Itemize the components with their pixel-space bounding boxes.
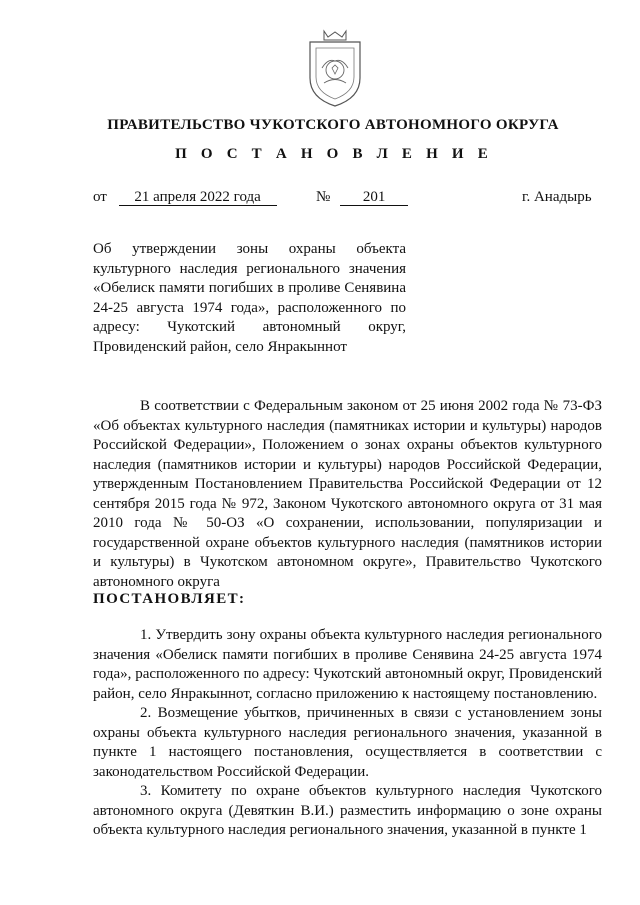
decree-number: 201 — [340, 189, 408, 206]
decree-subject: Об утверждении зоны охраны объекта культурного наследия регионального значения «Обелиск памяти погибших в проливе Сенявина 24-25 августа 1974 года», расположенного по адресу: Чукотский автономный округ, Провиденский район, село Янракыннот — [93, 241, 406, 355]
coat-of-arms-icon — [302, 28, 368, 108]
number-line — [316, 189, 408, 206]
from-label: от — [93, 189, 107, 205]
decree-item: 1. Утвердить зону охраны объекта культурного наследия регионального значения «Обелиск памяти погибших в проливе Сенявина 24-25 августа 1974 года», расположенного по адресу: Чукотский автономный округ, Провиденский район, село Янракыннот, согласно приложению к настоящему постановлению. — [93, 627, 602, 702]
resolves-heading: ПОСТАНОВЛЯЕТ: — [93, 591, 246, 607]
decree-items — [93, 626, 602, 841]
decree-title: П О С Т А Н О В Л Е Н И Е — [175, 146, 493, 162]
number-label: № — [316, 189, 331, 205]
decree-item: 2. Возмещение убытков, причиненных в связи с установлением зоны охраны объекта культурного наследия регионального значения, указанной в пункте 1 настоящего постановления, осуществляется в соответствии с законодательством Российской Федерации. — [93, 705, 602, 780]
preamble-paragraph: В соответствии с Федеральным законом от 25 июня 2002 года № 73-ФЗ «Об объектах культурного наследия (памятниках истории и культуры) народов Российской Федерации», Положением о зонах охраны объектов культурного наследия (памятников истории и культуры) народов Российской Федерации, утвержденным Постановлением Правительства Российской Федерации от 12 сентября 2015 года № 972, Законом Чукотского автономного округа от 31 мая 2010 года № 50-ОЗ «О сохранении, использовании, популяризации и государственной охране объектов культурного наследия (памятников истории и культуры) в Чукотском автономном округе», Правительство Чукотского автономного округа — [93, 398, 602, 590]
decree-date: 21 апреля 2022 года — [119, 189, 277, 206]
government-name: ПРАВИТЕЛЬСТВО ЧУКОТСКОГО АВТОНОМНОГО ОКРУГА — [107, 117, 559, 133]
decree-item: 3. Комитету по охране объектов культурного наследия Чукотского автономного округа (Девяткин В.И.) разместить информацию о зоне охраны объекта культурного наследия регионального значения, указанной в пункте 1 — [93, 783, 602, 838]
city: г. Анадырь — [522, 189, 592, 205]
date-line — [93, 189, 277, 206]
